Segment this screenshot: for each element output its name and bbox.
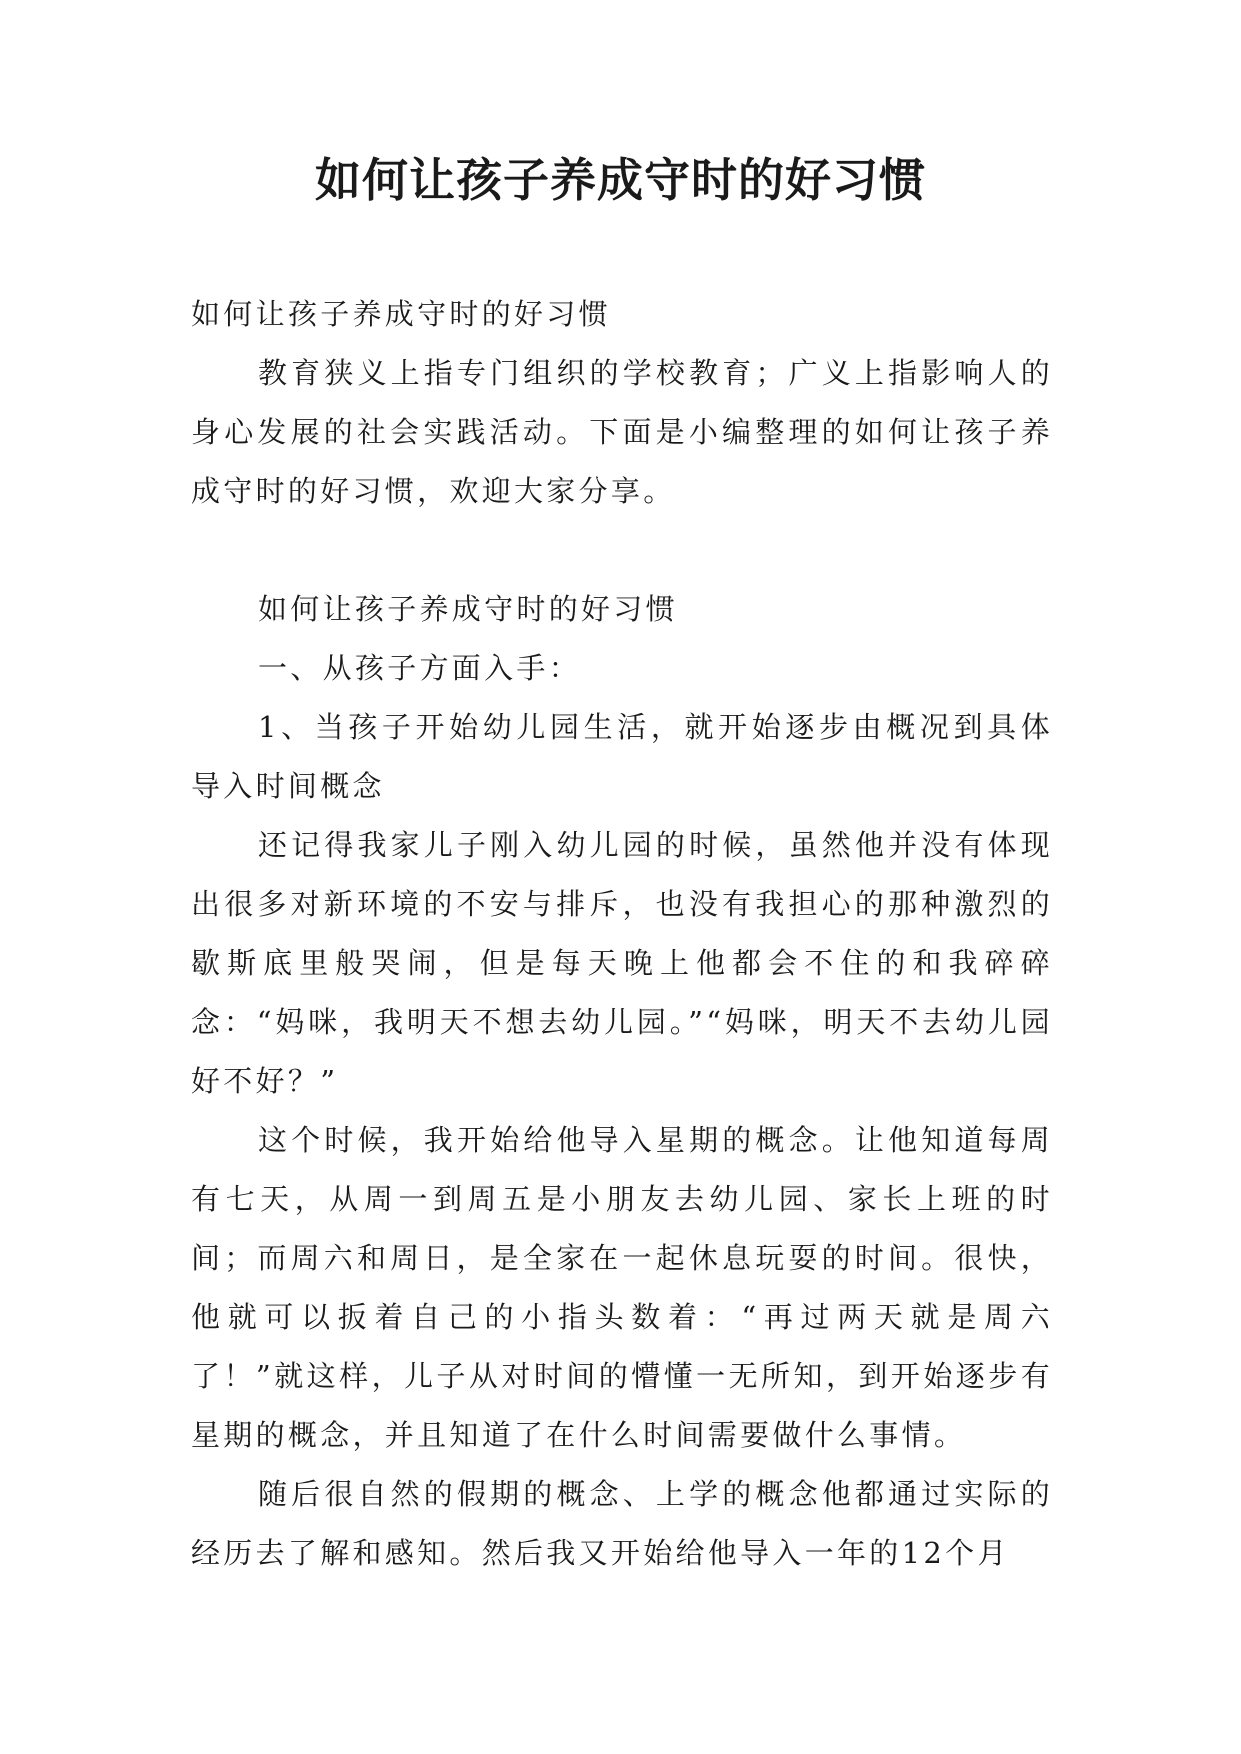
paragraph-story: 还记得我家儿子刚入幼儿园的时候，虽然他并没有体现出很多对新环境的不安与排斥，也没有我担心的那种激烈的歇斯底里般哭闹，但是每天晚上他都会不住的和我碎碎念：“妈咪，我明天不想去幼儿园。”“妈咪，明天不去幼儿园好不好？” <box>191 828 1053 1098</box>
paragraph-spacer <box>191 521 1053 580</box>
subsection-heading: 一、从孩子方面入手： <box>258 651 582 685</box>
paragraph-week-concept: 这个时候，我开始给他导入星期的概念。让他知道每周有七天，从周一到周五是小朋友去幼儿园、家长上班的时间；而周六和周日，是全家在一起休息玩耍的时间。很快，他就可以扳着自己的小指头数着：“再过两天就是周六了！”就这样，儿子从对时间的懵懂一无所知，到开始逐步有星期的概念，并且知道了在什么时间需要做什么事情。 <box>191 1123 1053 1452</box>
paragraph-point-1: 1、当孩子开始幼儿园生活，就开始逐步由概况到具体导入时间概念 <box>191 710 1053 803</box>
paragraph-subtitle: 如何让孩子养成守时的好习惯 <box>191 297 611 331</box>
section-heading: 如何让孩子养成守时的好习惯 <box>258 592 678 626</box>
document-title: 如何让孩子养成守时的好习惯 <box>315 153 926 207</box>
document-body <box>191 285 1053 1583</box>
paragraph-month-concept: 随后很自然的假期的概念、上学的概念他都通过实际的经历去了解和感知。然后我又开始给他导入一年的12个月 <box>191 1477 1053 1570</box>
paragraph-intro: 教育狭义上指专门组织的学校教育；广义上指影响人的身心发展的社会实践活动。下面是小编整理的如何让孩子养成守时的好习惯，欢迎大家分享。 <box>191 356 1053 508</box>
